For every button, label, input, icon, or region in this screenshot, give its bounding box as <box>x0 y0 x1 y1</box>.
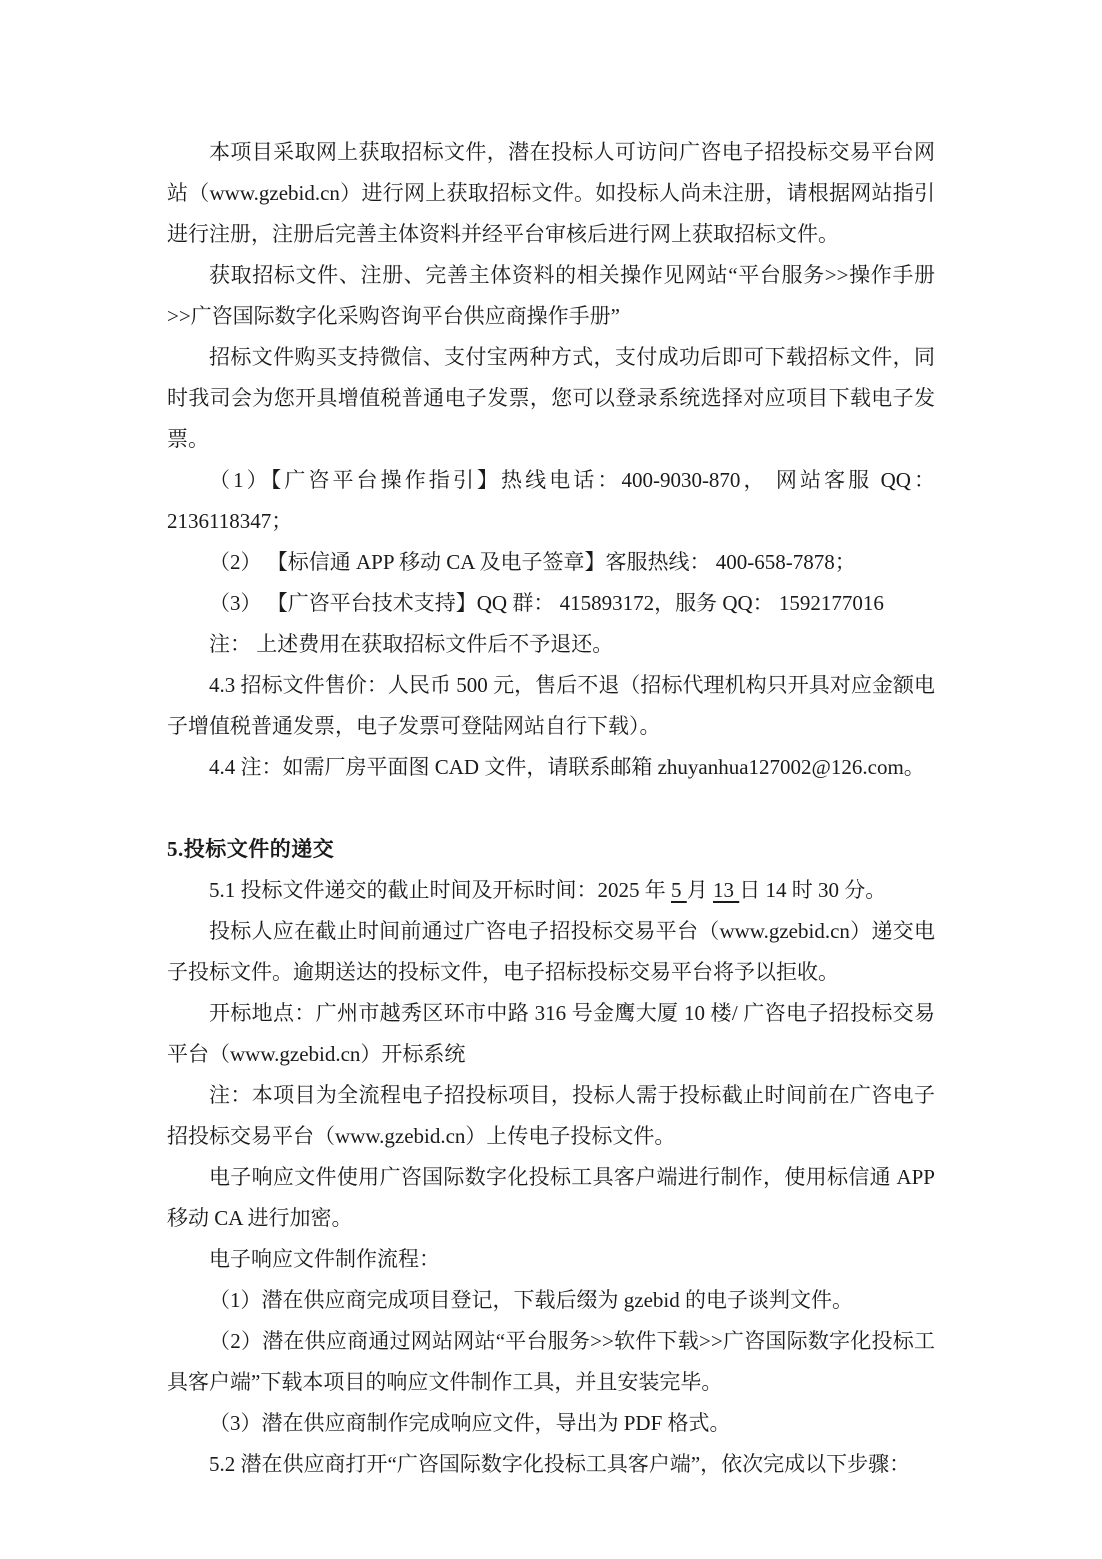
paragraph-payment-invoice <box>167 337 935 460</box>
paragraph-hotline-1 <box>167 460 935 542</box>
paragraph-5-2-client-steps <box>167 1444 935 1485</box>
text-run: 本项目采取网上获取招标文件，潜在投标人可访问广咨电子招投标交易平台网站（www.gzebid.cn）进行网上获取招标文件。如投标人尚未注册，请根据网站指引进行注册，注册后完善主体资料并经平台审核后进行网上获取招标文件。 <box>167 140 935 246</box>
underlined-date-value: 13 <box>713 878 740 902</box>
paragraph-4-4-cad-note <box>167 747 935 788</box>
text-run: （1）潜在供应商完成项目登记，下载后缀为 gzebid 的电子谈判文件。 <box>209 1288 853 1312</box>
text-run: 开标地点：广州市越秀区环市中路 316 号金鹰大厦 10 楼/ 广咨电子招投标交易平台（www.gzebid.cn）开标系统 <box>167 1001 935 1066</box>
text-run: 招标文件购买支持微信、支付宝两种方式，支付成功后即可下载招标文件，同时我司会为您开具增值税普通电子发票，您可以登录系统选择对应项目下载电子发票。 <box>167 345 935 451</box>
text-run: （1）【广咨平台操作指引】热线电话：400-9030-870， 网站客服 QQ：2136118347； <box>167 468 935 533</box>
paragraph-bid-opening-location <box>167 993 935 1075</box>
paragraph-hotline-3 <box>167 583 935 624</box>
text-run: 4.3 招标文件售价：人民币 500 元，售后不退（招标代理机构只开具对应金额电子增值税普通发票，电子发票可登陆网站自行下载）。 <box>167 673 935 738</box>
underlined-date-value: 5 <box>671 878 687 902</box>
text-run: 5.投标文件的递交 <box>167 837 335 861</box>
paragraph-process-title <box>167 1239 935 1280</box>
paragraph-submission-platform <box>167 911 935 993</box>
text-run: （2）潜在供应商通过网站网站“平台服务>>软件下载>>广咨国际数字化投标工具客户端”下载本项目的响应文件制作工具，并且安装完毕。 <box>167 1329 935 1394</box>
text-run: 投标人应在截止时间前通过广咨电子招投标交易平台（www.gzebid.cn）递交电子投标文件。逾期送达的投标文件，电子招标投标交易平台将予以拒收。 <box>167 919 935 984</box>
text-run: 注： 上述费用在获取招标文件后不予退还。 <box>209 632 614 656</box>
paragraph-operation-manual <box>167 255 935 337</box>
paragraph-obtain-bid-docs <box>167 132 935 255</box>
paragraph-e-bidding-note <box>167 1075 935 1157</box>
text-run: （3）潜在供应商制作完成响应文件，导出为 PDF 格式。 <box>209 1411 731 1435</box>
text-run: 电子响应文件使用广咨国际数字化投标工具客户端进行制作，使用标信通 APP 移动 CA 进行加密。 <box>167 1165 935 1230</box>
text-run: （2） 【标信通 APP 移动 CA 及电子签章】客服热线： 400-658-7878； <box>209 550 856 574</box>
paragraph-hotline-2 <box>167 542 935 583</box>
text-run: 月 <box>686 878 713 902</box>
document-body <box>167 132 935 1485</box>
text-run: 5.2 潜在供应商打开“广咨国际数字化投标工具客户端”，依次完成以下步骤： <box>209 1452 911 1476</box>
text-run: 注：本项目为全流程电子招投标项目，投标人需于投标截止时间前在广咨电子招投标交易平台（www.gzebid.cn）上传电子投标文件。 <box>167 1083 935 1148</box>
paragraph-process-step-3 <box>167 1403 935 1444</box>
text-run: 电子响应文件制作流程： <box>209 1247 440 1271</box>
text-run: 4.4 注：如需厂房平面图 CAD 文件，请联系邮箱 zhuyanhua127002@126.com。 <box>209 755 925 779</box>
text-run: （3） 【广咨平台技术支持】QQ 群： 415893172，服务 QQ： 1592177016 <box>209 591 884 615</box>
text-run: 日 14 时 30 分。 <box>739 878 887 902</box>
text-run: 获取招标文件、注册、完善主体资料的相关操作见网站“平台服务>>操作手册>>广咨国际数字化采购咨询平台供应商操作手册” <box>167 263 935 328</box>
paragraph-5-1-deadline <box>167 870 935 911</box>
paragraph-process-step-2 <box>167 1321 935 1403</box>
text-run: 5.1 投标文件递交的截止时间及开标时间：2025 年 <box>209 878 671 902</box>
paragraph-4-3-price <box>167 665 935 747</box>
paragraph-response-file-tool <box>167 1157 935 1239</box>
section-heading-5 <box>167 829 935 870</box>
paragraph-fee-note <box>167 624 935 665</box>
paragraph-process-step-1 <box>167 1280 935 1321</box>
